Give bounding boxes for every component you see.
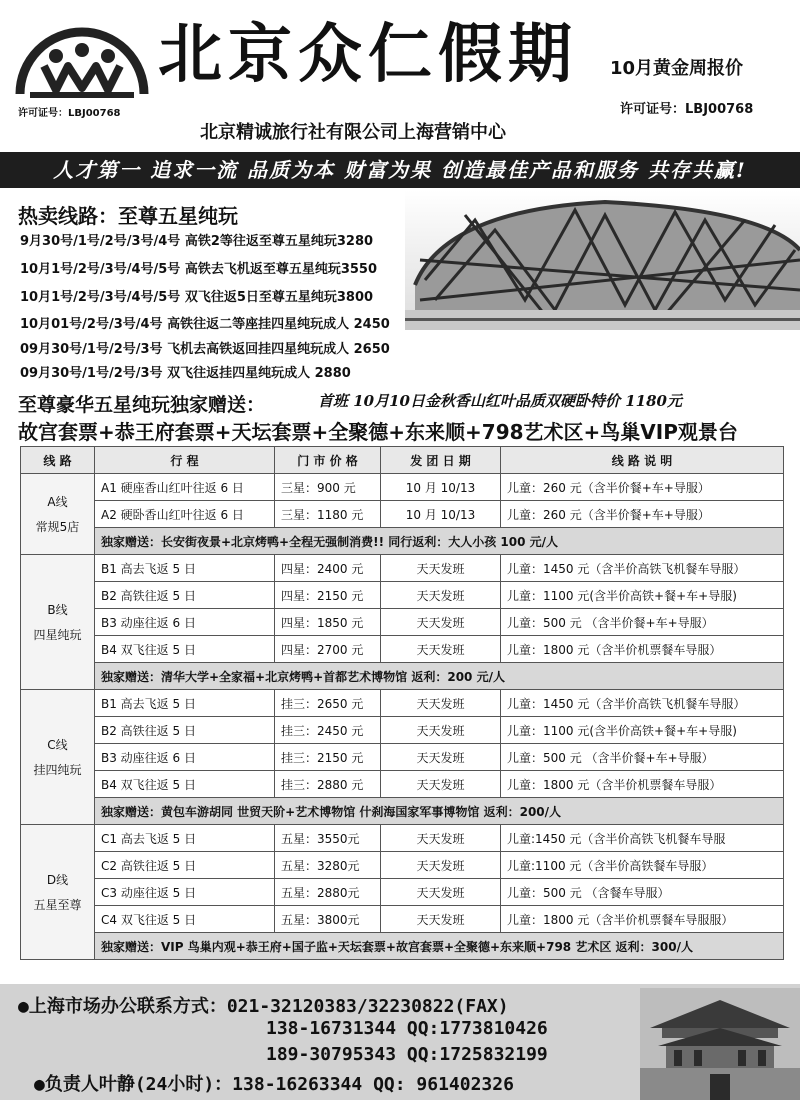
table-row bbox=[21, 879, 784, 906]
departure-cell: 天天发班 bbox=[381, 906, 501, 933]
departure-cell: 天天发班 bbox=[381, 690, 501, 717]
notes-cell: 儿童：500 元 （含半价餐+车+导服） bbox=[501, 609, 784, 636]
departure-cell: 天天发班 bbox=[381, 825, 501, 852]
departure-cell: 天天发班 bbox=[381, 609, 501, 636]
table-row bbox=[21, 744, 784, 771]
header-itinerary: 行 程 bbox=[95, 447, 275, 474]
gift-row bbox=[21, 663, 784, 690]
price-cell: 挂三：2650 元 bbox=[275, 690, 381, 717]
line-cell-a bbox=[21, 474, 95, 555]
company-name: 北京精诚旅行社有限公司上海营销中心 bbox=[200, 122, 506, 143]
table-row bbox=[21, 609, 784, 636]
header-line: 线 路 bbox=[21, 447, 95, 474]
phone-line-3: 189-30795343 QQ:1725832199 bbox=[266, 1044, 548, 1065]
gift-cell: 独家赠送：黄包车游胡同 世贸天阶+艺术博物馆 什刹海国家军事博物馆 返利：200/人 bbox=[95, 798, 784, 825]
departure-cell: 天天发班 bbox=[381, 555, 501, 582]
price-cell: 五星：2880元 bbox=[275, 879, 381, 906]
line-cell-c bbox=[21, 690, 95, 825]
brand-title: 北京众仁假期 bbox=[158, 17, 578, 92]
price-cell: 挂三：2450 元 bbox=[275, 717, 381, 744]
line-name: A线 bbox=[47, 495, 68, 509]
departure-cell: 10 月 10/13 bbox=[381, 474, 501, 501]
departure-cell: 10 月 10/13 bbox=[381, 501, 501, 528]
gift-cell: 独家赠送：长安街夜景+北京烤鸭+全程无强制消费!! 同行返利：大人小孩 100 元/人 bbox=[95, 528, 784, 555]
exclusive-gift-items: 故宫套票+恭王府套票+天坛套票+全聚德+东来顺+798艺术区+鸟巢VIP观景台 bbox=[18, 420, 738, 444]
itinerary-cell: B2 高铁往返 5 日 bbox=[95, 582, 275, 609]
itinerary-cell: A2 硬卧香山红叶往返 6 日 bbox=[95, 501, 275, 528]
price-cell: 四星：2150 元 bbox=[275, 582, 381, 609]
itinerary-cell: B4 双飞往返 5 日 bbox=[95, 636, 275, 663]
itinerary-cell: A1 硬座香山红叶往返 6 日 bbox=[95, 474, 275, 501]
hot-route-line: 9月30号/1号/2号/3号/4号 高铁2等往返至尊五星纯玩3280 bbox=[20, 234, 374, 249]
price-cell: 四星：2400 元 bbox=[275, 555, 381, 582]
departure-cell: 天天发班 bbox=[381, 636, 501, 663]
departure-cell: 天天发班 bbox=[381, 879, 501, 906]
notes-cell: 儿童：1450 元（含半价高铁飞机餐车导服） bbox=[501, 690, 784, 717]
line-name: D线 bbox=[46, 873, 69, 887]
price-cell: 四星：2700 元 bbox=[275, 636, 381, 663]
itinerary-cell: B3 动座往返 6 日 bbox=[95, 744, 275, 771]
price-cell: 四星：1850 元 bbox=[275, 609, 381, 636]
notes-cell: 儿童：1800 元（含半价机票餐车导服） bbox=[501, 771, 784, 798]
itinerary-cell: C2 高铁往返 5 日 bbox=[95, 852, 275, 879]
first-departure-offer: 首班 10月10日金秋香山红叶品质双硬卧特价 1180元 bbox=[318, 392, 682, 410]
table-row bbox=[21, 906, 784, 933]
slogan-banner: 人才第一 追求一流 品质为本 财富为果 创造最佳产品和服务 共存共赢! bbox=[0, 152, 800, 188]
notes-cell: 儿童：1800 元（含半价机票餐车导服服） bbox=[501, 906, 784, 933]
price-table bbox=[20, 446, 784, 960]
notes-cell: 儿童：500 元 （含半价餐+车+导服） bbox=[501, 744, 784, 771]
exclusive-gift-title: 至尊豪华五星纯玩独家赠送： bbox=[18, 394, 266, 416]
table-row bbox=[21, 690, 784, 717]
itinerary-cell: B4 双飞往返 5 日 bbox=[95, 771, 275, 798]
departure-cell: 天天发班 bbox=[381, 771, 501, 798]
notes-cell: 儿童：1450 元（含半价高铁飞机餐车导服） bbox=[501, 555, 784, 582]
itinerary-cell: C1 高去飞返 5 日 bbox=[95, 825, 275, 852]
line-subtitle: 四星纯玩 bbox=[33, 628, 82, 642]
promo-title: 10月黄金周报价 bbox=[610, 58, 744, 79]
departure-cell: 天天发班 bbox=[381, 582, 501, 609]
hot-routes-title: 热卖线路：至尊五星纯玩 bbox=[18, 204, 238, 228]
itinerary-cell: C4 双飞往返 5 日 bbox=[95, 906, 275, 933]
manager-contact: ●负责人叶静(24小时)：138-16263344 QQ: 961402326 bbox=[34, 1074, 514, 1095]
notes-cell: 儿童：1800 元（含半价机票餐车导服） bbox=[501, 636, 784, 663]
gift-row bbox=[21, 528, 784, 555]
itinerary-cell: B2 高铁往返 5 日 bbox=[95, 717, 275, 744]
departure-cell: 天天发班 bbox=[381, 852, 501, 879]
notes-cell: 儿童：260 元（含半价餐+车+导服） bbox=[501, 474, 784, 501]
notes-cell: 儿童:1450 元（含半价高铁飞机餐车导服 bbox=[501, 825, 784, 852]
notes-cell: 儿童：260 元（含半价餐+车+导服） bbox=[501, 501, 784, 528]
table-row bbox=[21, 501, 784, 528]
table-row bbox=[21, 555, 784, 582]
price-cell: 挂三：2880 元 bbox=[275, 771, 381, 798]
table-row bbox=[21, 825, 784, 852]
hot-route-line: 09月30号/1号/2号/3号 双飞往返挂四星纯玩成人 2880 bbox=[20, 366, 351, 381]
license-number-left: 许可证号：LBJ00768 bbox=[18, 108, 121, 119]
tiananmen-gate-image bbox=[640, 988, 800, 1100]
header-notes: 线 路 说 明 bbox=[501, 447, 784, 474]
itinerary-cell: C3 动座往返 5 日 bbox=[95, 879, 275, 906]
price-cell: 三星：1180 元 bbox=[275, 501, 381, 528]
itinerary-cell: B1 高去飞返 5 日 bbox=[95, 555, 275, 582]
table-row bbox=[21, 582, 784, 609]
company-logo-icon bbox=[12, 22, 152, 100]
hot-route-line: 09月30号/1号/2号/3号 飞机去高铁返回挂四星纯玩成人 2650 bbox=[20, 342, 390, 357]
departure-cell: 天天发班 bbox=[381, 717, 501, 744]
gift-row bbox=[21, 798, 784, 825]
table-header-row bbox=[21, 447, 784, 474]
table-row bbox=[21, 717, 784, 744]
itinerary-cell: B3 动座往返 6 日 bbox=[95, 609, 275, 636]
header-departure: 发 团 日 期 bbox=[381, 447, 501, 474]
notes-cell: 儿童:1100 元（含半价高铁餐车导服） bbox=[501, 852, 784, 879]
itinerary-cell: B1 高去飞返 5 日 bbox=[95, 690, 275, 717]
hot-route-line: 10月1号/2号/3号/4号/5号 高铁去飞机返至尊五星纯玩3550 bbox=[20, 262, 378, 277]
price-cell: 五星：3550元 bbox=[275, 825, 381, 852]
price-cell: 挂三：2150 元 bbox=[275, 744, 381, 771]
phone-line-2: 138-16731344 QQ:1773810426 bbox=[266, 1018, 548, 1039]
birds-nest-stadium-image bbox=[405, 190, 800, 330]
table-row bbox=[21, 852, 784, 879]
price-cell: 三星：900 元 bbox=[275, 474, 381, 501]
line-subtitle: 常规5店 bbox=[35, 520, 80, 534]
header-price: 门 市 价 格 bbox=[275, 447, 381, 474]
line-cell-b bbox=[21, 555, 95, 690]
price-cell: 五星：3280元 bbox=[275, 852, 381, 879]
gift-cell: 独家赠送：清华大学+全家福+北京烤鸭+首都艺术博物馆 返利：200 元/人 bbox=[95, 663, 784, 690]
departure-cell: 天天发班 bbox=[381, 744, 501, 771]
price-cell: 五星：3800元 bbox=[275, 906, 381, 933]
line-subtitle: 挂四纯玩 bbox=[33, 763, 82, 777]
notes-cell: 儿童：1100 元(含半价高铁+餐+车+导服) bbox=[501, 717, 784, 744]
gift-row bbox=[21, 933, 784, 960]
table-row bbox=[21, 636, 784, 663]
line-name: B线 bbox=[47, 603, 68, 617]
table-row bbox=[21, 474, 784, 501]
table-row bbox=[21, 771, 784, 798]
notes-cell: 儿童：500 元 （含餐车导服） bbox=[501, 879, 784, 906]
line-cell-d bbox=[21, 825, 95, 960]
line-subtitle: 五星至尊 bbox=[33, 898, 82, 912]
hot-route-line: 10月01号/2号/3号/4号 高铁往返二等座挂四星纯玩成人 2450 bbox=[20, 317, 390, 332]
gift-cell: 独家赠送：VIP 鸟巢内观+恭王府+国子监+天坛套票+故宫套票+全聚德+东来顺+798 艺术区 返利：300/人 bbox=[95, 933, 784, 960]
line-name: C线 bbox=[47, 738, 68, 752]
license-number-right: 许可证号：LBJ00768 bbox=[620, 102, 754, 117]
hot-route-line: 10月1号/2号/3号/4号/5号 双飞往返5日至尊五星纯玩3800 bbox=[20, 290, 374, 305]
notes-cell: 儿童：1100 元(含半价高铁+餐+车+导服) bbox=[501, 582, 784, 609]
office-contact: ●上海市场办公联系方式：021-32120383/32230822(FAX) bbox=[18, 996, 509, 1017]
